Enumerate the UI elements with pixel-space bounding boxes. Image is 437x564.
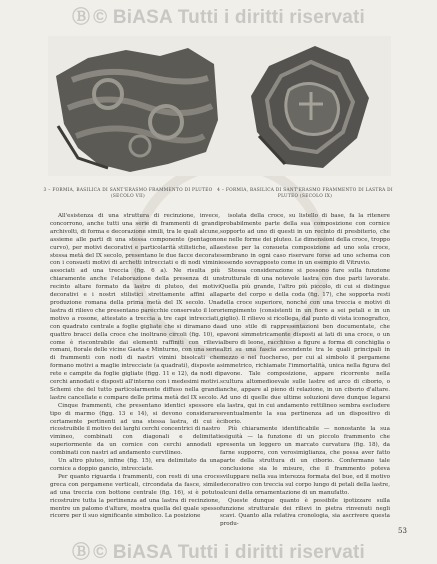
figure-4-caption: 4 – FORMIA, BASILICA DI SANT'ERASMO FRAMMENTO DI LASTRA DI PLUTEO (SECOLO IX): [217, 188, 393, 199]
biasa-logo-icon: Ⓑ: [71, 542, 91, 562]
paragraph: Per quanto riguarda i frammenti, con resti di una croce greca con pergamene verticali, circondata da fasce, simile ad una treccia con bottone centrale (fig. 16), si è potuto ricostruire tutta la pertinenza ad una lastra di recinzione, mentre un palomo d'alture, mostra quella del quale spesso ricorre per il suo significante simbolico. La posizione: [50, 473, 220, 520]
text-column-left: [50, 213, 220, 521]
watermark-bottom: [0, 538, 437, 564]
figure-4-photo: [219, 36, 391, 176]
figure-3-caption: 3 – FORMIA, BASILICA DI SANT'ERASMO FRAMMENTO DI PLUTEO (SECOLO VII): [43, 188, 213, 199]
paragraph: All'esistenza di una struttura di recinzione, invece, concorrono, anche tutti una serie di frammenti di grandi archivolti, di forma e decorazione simili, tra le quali alcune, assieme alle parti di una stessa componente (pentagono curvo), per motivi decorativi e particolarità stilistiche, alla stessa metà del IX secolo, presentano le due facce decorate con i consueti motivi di archetti intrecciati e di nodi vimini associati ad una treccia (fig. 6 a). Ne risulta più chiaramente anche l'elaborazione della presenza di un recinto altare formato da lastre di pluteo, dei motivi decorativi e i nostri stilistici strettamente affini alla produzione romana della prima metà del IX secolo. Una lastra di rilievo che presentano parecchie conservato il loro motivo a rosone, attestato a treccia a tre capi intrecciati, con quadrato centrale a foglie gigliate che si diramano da quattro bracci della croce che inoltrano circoli (fig. 10), e come è riscontrabile dai elementi raffiniti con rilievi romani, fiorale delle vicine Gaeta e Minturno, con una serie di frammenti con nodi di nastri vimini bisolcati che formano motivi a maglie intrecciate (a quadrati), disposte a rete e campite da foglie gigliate (figg. 11 e 12), da nodi di cerchi annodati e disposti all'interno con i medesimi motivi. Schemi che del tutto particolarmente diffuso nella grandi lastre cancellate e compare delle prima metà del IX secolo.: [50, 213, 220, 401]
paragraph: Stessa considerazione si possono fare sulla funzione strutturale di una notevole lastra con due parti lavorate. Quella più grande, l'altro più piccolo, di cui si distingue parte del corpo e della coda (fig. 17), che sopporta resti della croce superiore, nonché con una treccia e motivi di riempimento (consistenti in un fiore a sei petali e in un giglio). Il rilievo si ricollega, dal punto di vista iconografico, ad uno stile di rappresentazioni ben documentate, che pavoni simmetricamente disposti ai lati di una croce, o un albero di leone, racchiuso a figure a forma di conchiglia o altri su una fascia ascendente tra le quali principali in mezzo e nel fuocherso, per cui al simbolo il pergamene simmetrico, richiamate l'immortalità, unica nella figura del pavone. Tale composizione, appare ricorrente nella scultura altomedioevale sulle lastre ed arco di ciborio, o anche, appare al pieno di relazione, in un ciborio d'altare. Ad uno di quelle due ultime soluzioni deve dunque legarsi la lastra, qui in cui andamento rettilineo sembra escludere eventualmente la sua pertinenza ad un dispositivo di ciborio.: [220, 268, 390, 425]
paragraph: Queste dunque quanto è possibile ipotizzare sulla funzione strutturale dei rilievi in pietra rinvenuti negli scavi. Quanto alla relativa cronologia, sia ascrivere questa produ-: [220, 497, 390, 528]
paragraph: isolata della croce, su listello di base, fa la ritenere probabilmente parte della sua composizione con cornice sopporto ad uno di questi in un recinto di presbiterio, che ne nelle forme dei pluteo. Le dimensioni della croce, troppo estese per la consueta composizione ad uno sola croce, sembrano in ogni caso riservare forse ad uno schema con essendo sovrapposto come in un esempio di Vitruvio.: [220, 213, 390, 267]
figure-3-photo: [48, 36, 220, 176]
paragraph: Cinque frammenti, che presentano identici spessore e tipo di marmo (figg. 13 e 14), si devono considerare certamente pertinenti ad una stessa lastra, di cui è ricostruibile il motivo dei larghi cerchi concentrici di nastro vimineo, combinati con diagonali e delimitati superiormente da un cornice con cerchi annodati e combinati con nastri ad andamento curvilineo.: [50, 402, 220, 457]
page-number: 53: [398, 527, 407, 535]
biasa-logo-icon: Ⓑ: [71, 7, 91, 27]
watermark-top-text: © BiASA Tutti i diritti riservati: [93, 7, 366, 28]
lastra-fragment-image: [219, 36, 391, 176]
text-column-right: [220, 213, 390, 529]
paragraph: Più chiaramente identificabile — nonostante la sua esiguità — la funzione di un piccolo frammento che presenta un leggero un marcato curvatura (fig. 18), da farne supporre, con verosimiglianza, che possa aver fatto parte della struttura di un ciborio. Confermano tale conclusione sia le misure, che il frammento poteva sviluppare nella sua interezza formata del bue, ed il motivo decorativo con treccia sul corpo lungo di petali della lastre, alcuni della ornamentazione di un manufatto.: [220, 426, 390, 496]
watermark-bottom-text: © BiASA Tutti i diritti riservati: [93, 542, 366, 563]
watermark-top: [0, 3, 437, 29]
pluteo-fragment-image: [48, 36, 220, 176]
paragraph: Un altro pluteo, infine (fig. 15), era delimitato da una cornice a doppio gancio, intrecciate.: [50, 458, 220, 472]
